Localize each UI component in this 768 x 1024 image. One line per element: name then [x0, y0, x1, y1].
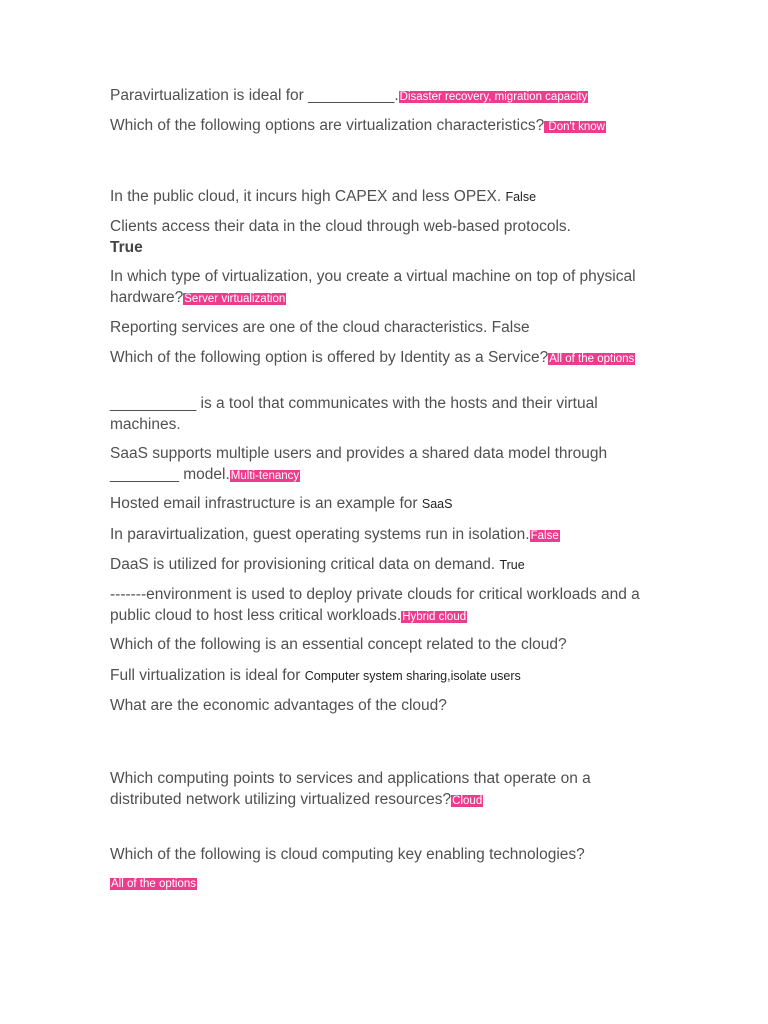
qa-virtualization-characteristics [110, 116, 662, 137]
qa-virtualization-type [110, 267, 662, 308]
answer-highlight: Hybrid cloud [402, 610, 467, 623]
answer-highlight: All of the options [549, 353, 635, 365]
qa-distributed-computing [110, 769, 662, 810]
answer-highlight: Server virtualization [184, 292, 286, 305]
question-text: -------environment is used to deploy private clouds for critical workloads and a public cloud to host less critical workloads. [110, 586, 640, 624]
qa-clients-access-data [110, 217, 662, 258]
answer-text: False [505, 190, 537, 204]
answer-highlight: Disaster recovery, migration capacity [399, 91, 588, 103]
answer-text: SaaS [421, 497, 453, 511]
answer-text: True [499, 558, 525, 572]
question-text: Paravirtualization is ideal for __________. [110, 87, 399, 104]
question-text: In paravirtualization, guest operating systems run in isolation. [110, 526, 530, 543]
answer-highlight: Multi-tenancy [230, 469, 300, 482]
question-text: In which type of virtualization, you create a virtual machine on top of physical hardware? [110, 268, 636, 306]
question-text: In the public cloud, it incurs high CAPEX and less OPEX. [110, 188, 506, 205]
question-text: Clients access their data in the cloud through web-based protocols. [110, 218, 571, 235]
answer-highlight: Cloud [452, 794, 483, 807]
qa-identity-as-a-service [110, 348, 662, 369]
question-text: Which of the following is an essential concept related to the cloud? [110, 636, 567, 653]
qa-paravirtualization-isolation [110, 525, 662, 546]
question-text: Which of the following is cloud computing key enabling technologies? [110, 846, 585, 863]
answer-highlight: False [530, 530, 559, 542]
question-text: Which of the following options are virtualization characteristics? [110, 117, 545, 134]
qa-enabling-technologies-answer [110, 873, 662, 894]
qa-hosted-email [110, 494, 662, 515]
question-text: Which computing points to services and applications that operate on a distributed network utilizing virtualized resources? [110, 770, 591, 808]
qa-saas-shared-model [110, 444, 662, 485]
question-text: DaaS is utilized for provisioning critical data on demand. [110, 556, 500, 573]
answer-text: True [110, 238, 143, 256]
question-text: Hosted email infrastructure is an example for [110, 495, 422, 512]
question-text: Full virtualization is ideal for [110, 667, 305, 684]
qa-tool-communicates-hosts [110, 394, 662, 435]
question-text: SaaS supports multiple users and provides a shared data model through ________ model. [110, 445, 608, 483]
qa-full-virtualization [110, 666, 662, 687]
qa-paravirtualization-ideal [110, 86, 662, 107]
answer-highlight: Don't know [545, 121, 605, 133]
qa-hybrid-environment [110, 585, 662, 626]
question-text: __________ is a tool that communicates with the hosts and their virtual machines. [110, 395, 598, 433]
qa-reporting-services [110, 318, 662, 339]
qa-public-cloud-capex [110, 187, 662, 208]
answer-text: Computer system sharing,isolate users [304, 669, 521, 683]
qa-enabling-technologies [110, 845, 662, 866]
qa-daas-critical-data [110, 555, 662, 576]
qa-economic-advantages [110, 696, 662, 717]
qa-essential-concept [110, 635, 662, 656]
answer-highlight: All of the options [111, 878, 197, 890]
question-text: What are the economic advantages of the cloud? [110, 697, 447, 714]
question-text: Reporting services are one of the cloud characteristics. False [110, 319, 530, 336]
question-text: Which of the following option is offered by Identity as a Service? [110, 349, 549, 366]
